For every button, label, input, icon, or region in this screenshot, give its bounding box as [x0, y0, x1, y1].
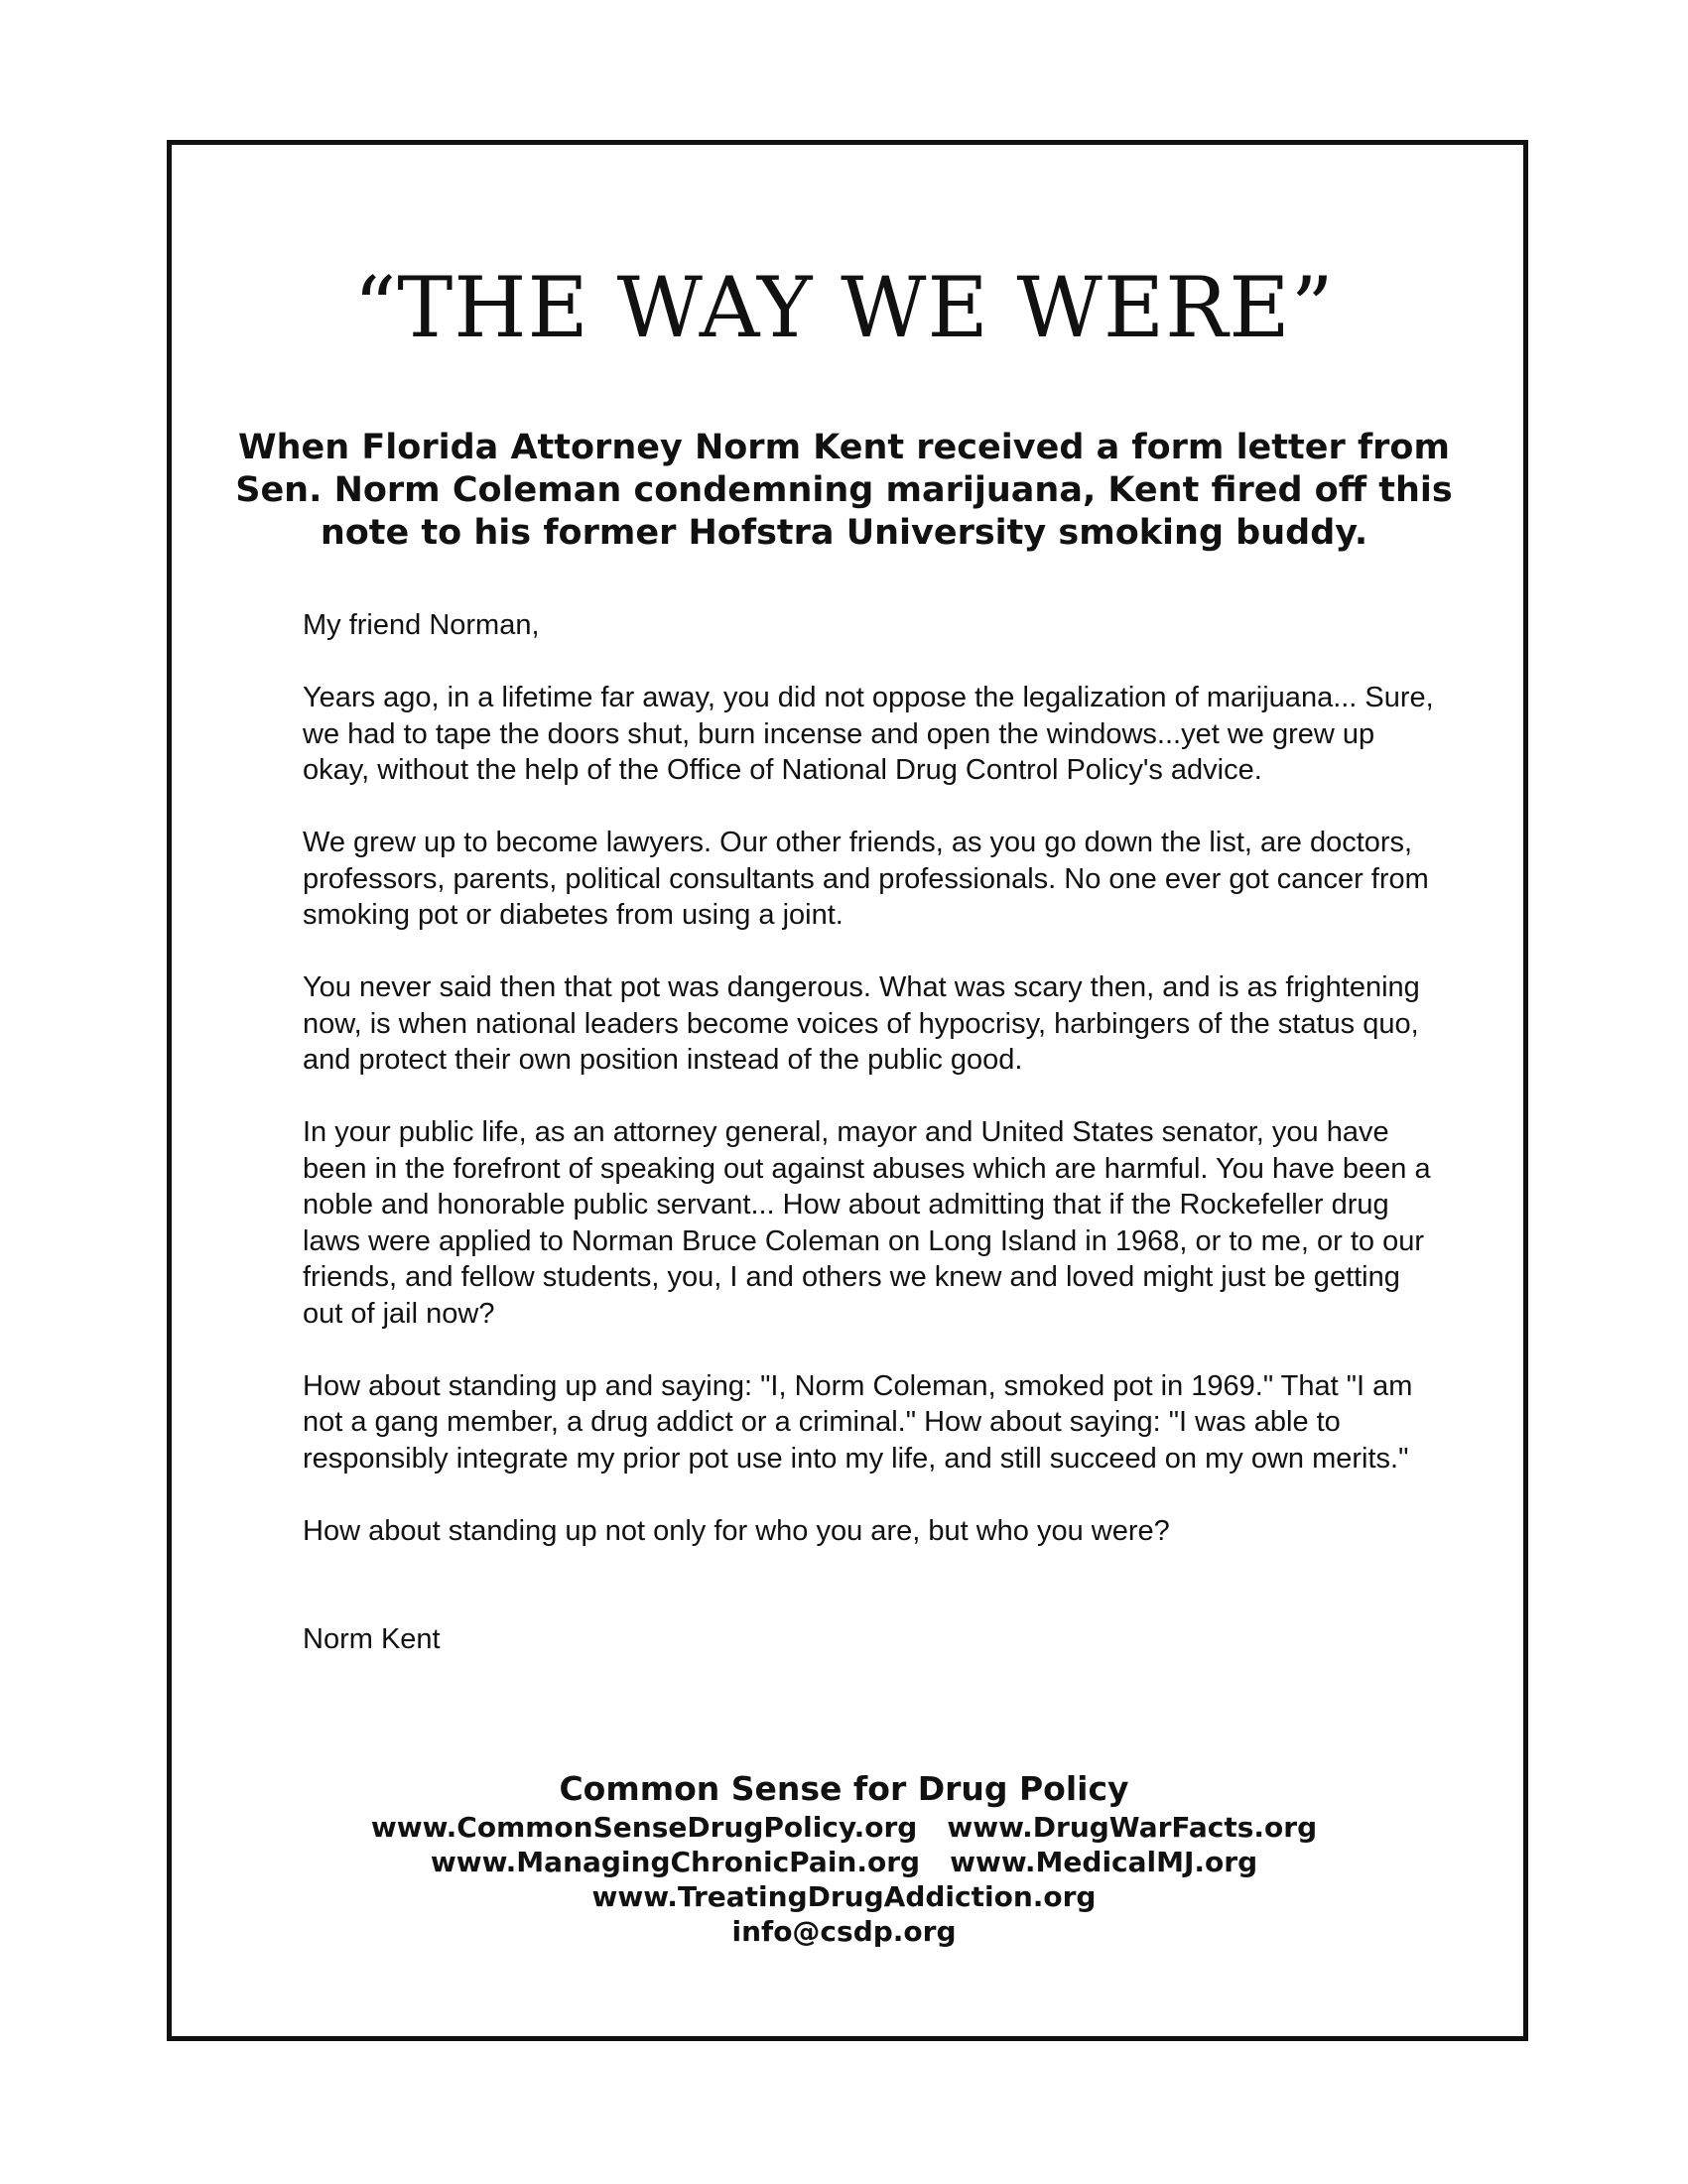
- intro-text: When Florida Attorney Norm Kent received a form letter from Sen. Norm Coleman condemning marijuana, Kent fired off this note to his former Hofstra University smoking buddy.: [235, 428, 1453, 553]
- letter-paragraph: In your public life, as an attorney general, mayor and United States senator, you have been in the forefront of speaking out against abuses which are harmful. You have been a noble and honorable public servant... How about admitting that if the Rockefeller drug laws were applied to Norman Bruce Coleman on Long Island in 1968, or to me, or to our friends, and fellow students, you, I and others we knew and loved might just be getting out of jail now?: [303, 1116, 1431, 1330]
- letter-paragraph: How about standing up not only for who you are, but who you were?: [303, 1514, 1170, 1547]
- footer-email[interactable]: info@csdp.org: [731, 1915, 957, 1948]
- footer-link[interactable]: www.DrugWarFacts.org: [947, 1811, 1318, 1844]
- footer: [0, 1768, 1688, 1949]
- letter-paragraph: Years ago, in a lifetime far away, you did not oppose the legalization of marijuana... Sure, we had to tape the doors shut, burn incense and open the windows...yet we grew up okay, without the help of the Office of National Drug Control Policy's advice.: [303, 682, 1434, 786]
- footer-link[interactable]: www.ManagingChronicPain.org: [430, 1846, 921, 1878]
- letter-body: [303, 607, 1444, 1694]
- page-title: “THE WAY WE WERE”: [353, 259, 1335, 356]
- letter-paragraph: We grew up to become lawyers. Our other friends, as you go down the list, are doctors, professors, parents, political consultants and professionals. No one ever got cancer from smoking pot or diabetes from using a joint.: [303, 827, 1429, 931]
- footer-links-row: [0, 1810, 1688, 1845]
- footer-link[interactable]: www.CommonSenseDrugPolicy.org: [370, 1811, 918, 1844]
- letter-paragraph: You never said then that pot was dangerous. What was scary then, and is as frightening now, is when national leaders become voices of hypocrisy, harbingers of the status quo, and protect their own position instead of the public good.: [303, 971, 1420, 1076]
- letter-salutation: My friend Norman,: [303, 609, 540, 641]
- footer-org-name: Common Sense for Drug Policy: [559, 1769, 1129, 1808]
- letter-signature: Norm Kent: [303, 1623, 441, 1655]
- footer-link[interactable]: www.MedicalMJ.org: [950, 1846, 1258, 1878]
- footer-email-row: [0, 1914, 1688, 1949]
- footer-links-row: [0, 1879, 1688, 1914]
- footer-links-row: [0, 1845, 1688, 1879]
- letter-paragraph: How about standing up and saying: "I, Norm Coleman, smoked pot in 1969." That "I am not a gang member, a drug addict or a criminal." How about saying: "I was able to responsibly integrate my prior pot use into my life, and still succeed on my own merits.": [303, 1369, 1413, 1475]
- footer-link[interactable]: www.TreatingDrugAddiction.org: [591, 1880, 1097, 1913]
